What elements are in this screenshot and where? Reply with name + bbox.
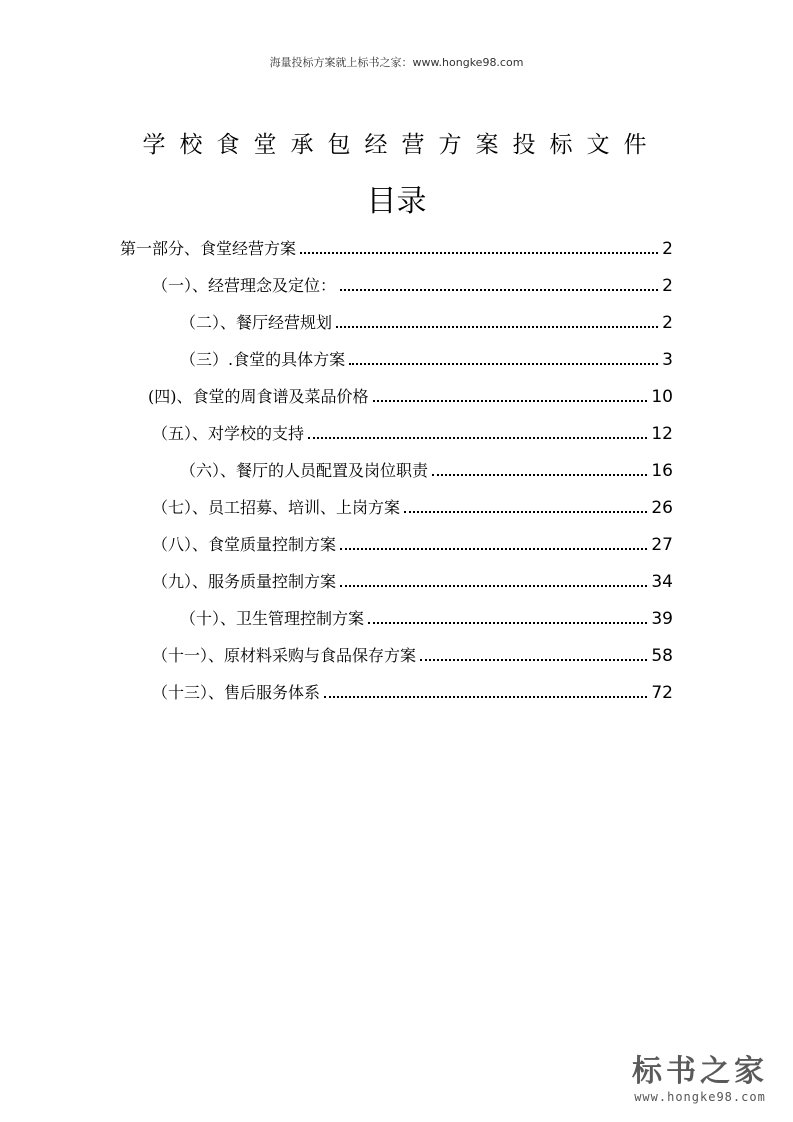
document-title: 学校食堂承包经营方案投标文件	[142, 132, 661, 158]
toc-entry[interactable]	[152, 259, 673, 296]
toc-leader	[336, 325, 658, 328]
toc-entry-page: 26	[651, 498, 673, 518]
toc-entry[interactable]	[152, 629, 673, 666]
toc-entry-label: （十一）、原材料采购与食品保存方案	[152, 646, 417, 665]
toc-entry-page: 27	[651, 535, 673, 555]
watermark-name: 标书之家	[632, 1054, 768, 1089]
toc-entry-label: （六）、餐厅的人员配置及岗位职责	[180, 461, 429, 480]
toc-entry-page: 39	[651, 609, 673, 629]
toc-leader	[340, 584, 647, 587]
toc-entry-page: 2	[662, 239, 673, 259]
toc-entry-label: (四)、食堂的周食谱及菜品价格	[148, 387, 369, 406]
watermark-logo	[625, 1046, 775, 1104]
toc-entry-page: 12	[651, 424, 673, 444]
toc-entry-page: 2	[662, 313, 673, 333]
toc-title: 目录	[366, 184, 427, 219]
toc-leader	[340, 547, 647, 550]
toc-entry-label: （五）、对学校的支持	[152, 424, 305, 443]
toc-entry[interactable]	[152, 481, 673, 518]
toc-entry-page: 72	[651, 683, 673, 703]
watermark-url: www.hongke98.com	[634, 1090, 766, 1104]
toc-entry-page: 10	[651, 387, 673, 407]
toc-entry-label: （一）、经营理念及定位：	[152, 276, 337, 295]
toc-entry-page: 58	[651, 646, 673, 666]
toc-entry[interactable]	[152, 555, 673, 592]
toc-entry[interactable]	[148, 370, 673, 407]
toc-entry-label: （二）、餐厅经营规划	[180, 313, 333, 332]
toc-leader	[324, 695, 647, 698]
toc-entry[interactable]	[152, 518, 673, 555]
toc-entry-label: 第一部分、食堂经营方案	[120, 239, 297, 258]
toc-entry-label: （三）.食堂的具体方案	[180, 350, 346, 369]
toc-leader	[300, 251, 658, 254]
toc-entry[interactable]	[180, 296, 673, 333]
toc-entry-label: （八）、食堂质量控制方案	[152, 535, 337, 554]
toc-entry-page: 34	[651, 572, 673, 592]
toc-entry-label: （十三）、售后服务体系	[152, 683, 321, 702]
toc-entry[interactable]	[152, 666, 673, 703]
toc-leader	[432, 473, 647, 476]
toc-entry-label: （九）、服务质量控制方案	[152, 572, 337, 591]
toc-entry[interactable]	[152, 407, 673, 444]
table-of-contents	[0, 222, 793, 722]
toc-leader	[340, 288, 658, 291]
toc-leader	[308, 436, 647, 439]
toc-entry[interactable]	[120, 222, 673, 259]
toc-leader	[368, 621, 647, 624]
toc-leader	[420, 658, 647, 661]
toc-leader	[404, 510, 647, 513]
toc-entry-label: （七）、员工招募、培训、上岗方案	[152, 498, 401, 517]
page-header: 海量投标方案就上标书之家：www.hongke98.com	[269, 56, 524, 69]
toc-leader	[349, 362, 658, 365]
toc-entry[interactable]	[180, 592, 673, 629]
toc-entry-page: 16	[651, 461, 673, 481]
toc-entry-label: （十）、卫生管理控制方案	[180, 609, 365, 628]
toc-entry[interactable]	[180, 333, 673, 370]
toc-entry-page: 3	[662, 350, 673, 370]
toc-entry-page: 2	[662, 276, 673, 296]
toc-leader	[373, 399, 648, 402]
toc-entry[interactable]	[180, 444, 673, 481]
